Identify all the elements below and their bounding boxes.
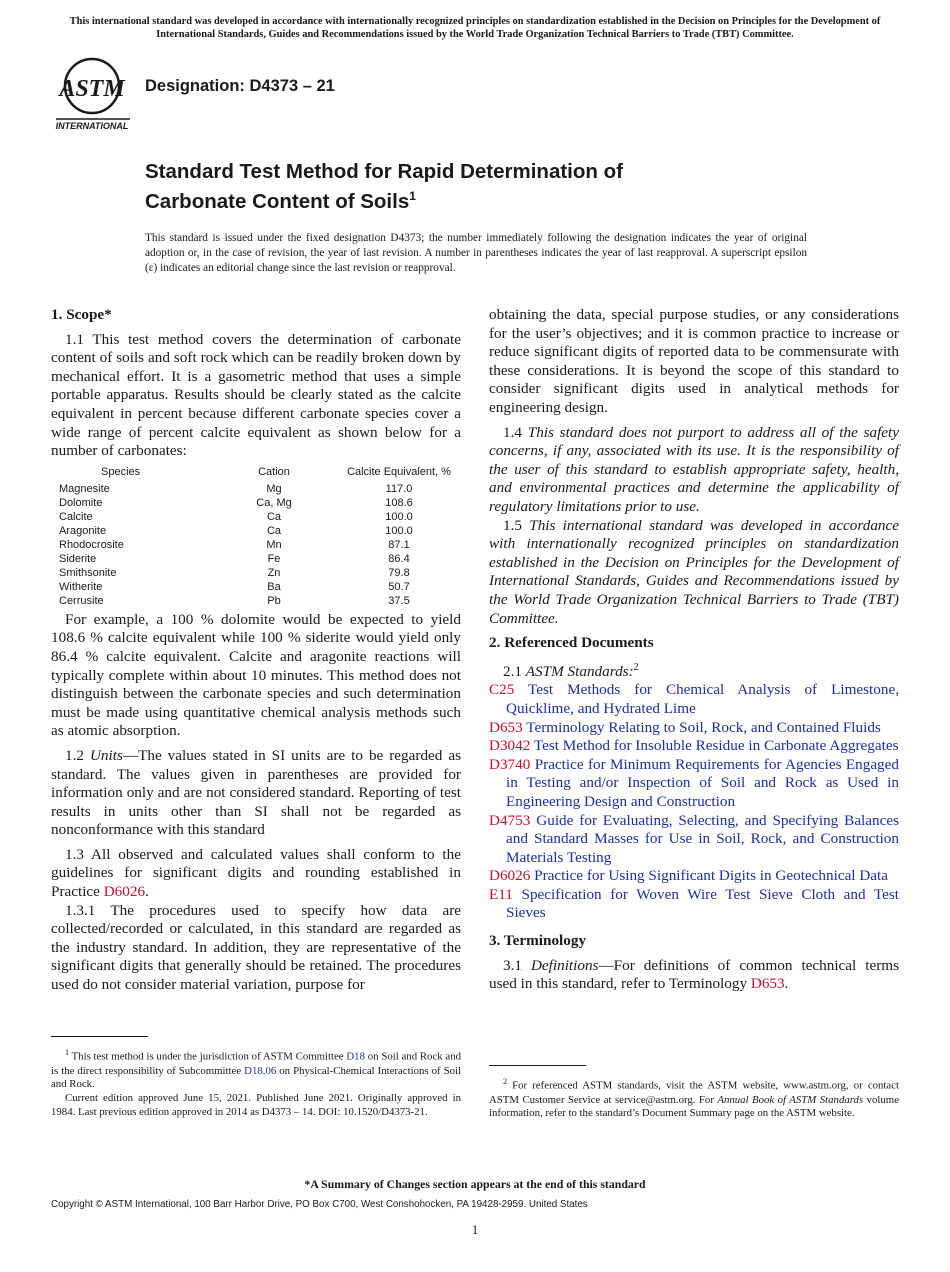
table-row [59, 594, 459, 608]
table-row [59, 538, 459, 552]
table-cell: Ba [267, 580, 281, 593]
ref-title[interactable]: Guide for Evaluating, Selecting, and Specifying Balances and Standard Masses for Use in Soil, Rock, and Construction Materials Testing [506, 811, 900, 866]
table-cell: Cerrusite [59, 594, 104, 607]
top-notice: This international standard was developed in accordance with internationally recognized principles on standardization established in the Decision on Principles for the Development of International Standards, Guides and Recommendations issued by the World Trade Organization Technical Barriers to Trade (TBT) Committee. [69, 16, 881, 40]
footnote-2-para [489, 1075, 899, 1121]
table-row [59, 580, 459, 594]
table-row [59, 566, 459, 580]
ref-code[interactable]: D4753 [489, 811, 531, 829]
para-1-1: 1.1 This test method covers the determination of carbonate content of soils and soft rock which can be readily broken down by mechanical effort. It is a gasometric method that uses a simple portable apparatus. Results should be clearly stated as the calcite equivalent in percent because different carbonate species cover a wide range of percent calcite equivalent as shown below for a number of carbonates: [51, 330, 461, 460]
title-line-2: Carbonate Content of Soils [145, 189, 410, 213]
table-cell: Ca, Mg [256, 496, 292, 509]
para-1-2-text: —The values stated in SI units are to be regarded as standard. The values given in parentheses are provided for information only and are not considered standard. Reporting of test results in units other than SI shall not be regarded as nonconformance with this standard [51, 746, 461, 839]
para-3-1-term: Definitions [530, 956, 599, 974]
footnote-1-para [51, 1046, 461, 1092]
table-cell: 100.0 [385, 524, 413, 537]
table-header-row [59, 465, 459, 482]
ref-item-d3042 [489, 737, 899, 756]
para-1-5 [489, 517, 899, 629]
para-1-2 [51, 747, 461, 840]
para-3-1: 3.1 Definitions—For definitions of common technical terms used in this standard, refer to Terminology D653. [489, 956, 899, 993]
link-d18[interactable]: D18 [346, 1050, 365, 1063]
ref-code[interactable]: D3740 [489, 755, 531, 773]
table-cell: 79.8 [388, 566, 410, 579]
para-1-4-text: This standard does not purport to address all of the safety concerns, if any, associated with its use. It is the responsibility of the user of this standard to establish appropriate safety, health, and environmental practices and determine the applicability of regulatory limitations prior to use. [489, 423, 899, 515]
ref-code[interactable]: C25 [489, 681, 515, 699]
para-1-3-text: 1.3 All observed and calculated values shall conform to the guidelines for significant digits and rounding established in Practice [51, 845, 461, 901]
para-2-1-label: ASTM Standards: [525, 662, 634, 680]
table-cell: Smithsonite [59, 566, 117, 579]
table-cell: Aragonite [59, 524, 107, 537]
para-1-1-cont: For example, a 100 % dolomite would be expected to yield 108.6 % calcite equivalent while 100 % siderite would yield only 86.4 % calcite equivalent. Calcite and aragonite reactions will typically complete within about 10 minutes. This method does not distinguish between the carbonate species and such determination must be made using quantitative chemical analysis methods such as atomic absorption. [51, 610, 461, 740]
table-cell: 37.5 [388, 594, 410, 607]
ref-code[interactable]: E11 [489, 885, 513, 903]
astm-logo-icon [52, 56, 134, 132]
ref-item-c25 [489, 681, 899, 718]
table-cell: 100.0 [385, 510, 413, 523]
ref-title[interactable]: Terminology Relating to Soil, Rock, and Contained Fluids [526, 718, 881, 736]
footnote-2-italic: Annual Book of ASTM Standards [717, 1093, 864, 1106]
table-row [59, 524, 459, 538]
logo-subtext: INTERNATIONAL [55, 121, 129, 131]
footnote-1-mark: 1 [65, 1048, 69, 1057]
ref-title[interactable]: Test Methods for Chemical Analysis of Limestone, Quicklime, and Hydrated Lime [506, 681, 899, 717]
footnote-2-text-a: For referenced ASTM standards, visit the ASTM website, www.astm.org, or contact ASTM Customer Service at service@astm.org. For [489, 1079, 899, 1106]
table-cell: Zn [267, 566, 281, 579]
ref-item-d653 [489, 719, 899, 738]
para-1-2-term: Units [89, 746, 123, 764]
para-2-1 [489, 659, 899, 682]
para-1-3-1-cont: obtaining the data, special purpose studies, or any considerations for the user’s objectives; and it is common practice to increase or reduce significant digits of reported data to be commensurate with these considerations. It is beyond the scope of this standard to consider significant digits used in analytical methods for engineering design. [489, 306, 899, 416]
page-number: 1 [471, 1222, 479, 1237]
ref-item-d6026 [489, 867, 899, 886]
para-2-1-mark: 2 [633, 661, 639, 673]
footnote-1-edition: Current edition approved June 15, 2021. Published June 2021. Originally approved in 1984. Last previous edition approved in 2014 as D4373 – 14. DOI: 10.1520/D4373-21. [51, 1092, 461, 1119]
title-line-1: Standard Test Method for Rapid Determination of [145, 160, 623, 183]
para-1-3: 1.3 All observed and calculated values shall conform to the guidelines for significant digits and rounding established in Practice D6026. [51, 845, 461, 901]
para-1-2-num: 1.2 [65, 746, 84, 764]
para-2-1-num: 2.1 [503, 662, 522, 680]
para-3-1-num: 3.1 [503, 956, 522, 974]
table-cell: Mn [266, 538, 282, 551]
copyright: Copyright © ASTM International, 100 Barr Harbor Drive, PO Box C700, West Conshohocken, PA 19428-2959. United States [51, 1199, 588, 1210]
ref-item-e11 [489, 886, 899, 923]
ref-code[interactable]: D6026 [489, 867, 531, 885]
para-1-3-1: 1.3.1 The procedures used to specify how data are collected/recorded or calculated, in this standard are regarded as the industry standard. In addition, they are representative of the significant digits that generally should be retained. The procedures used do not consider material variation, purpose for [51, 901, 461, 994]
table-row [59, 496, 459, 510]
link-d18-06[interactable]: D18.06 [244, 1064, 277, 1077]
para-1-5-num: 1.5 [503, 516, 522, 534]
scope-heading: 1. Scope* [51, 306, 112, 323]
ref-title[interactable]: Test Method for Insoluble Residue in Carbonate Aggregates [533, 737, 899, 755]
footnote-rule-right [489, 1065, 586, 1066]
para-1-5-text: This international standard was developed in accordance with internationally recognized principles on standardization established in the Decision on Principles for the Development of International Standards, Guides and Recommendations issued by the World Trade Organization Technical Barriers to Trade (TBT) Committee. [489, 516, 900, 627]
astm-logo [52, 56, 134, 132]
carbonates-table [59, 465, 459, 608]
footnote-1-text-c: on Physical-Chemical Interactions of Soil and Rock. [51, 1064, 461, 1091]
table-header-calcite: Calcite Equivalent, % [347, 465, 451, 478]
table-header-cation: Cation [258, 465, 290, 478]
right-column [489, 306, 899, 994]
footnote-2 [489, 1075, 899, 1121]
table-cell: Dolomite [59, 496, 103, 509]
table-cell: 108.6 [385, 496, 413, 509]
table-cell: Fe [267, 552, 281, 565]
table-cell: 50.7 [388, 580, 410, 593]
table-cell: 117.0 [385, 482, 413, 495]
table-cell: Pb [267, 594, 281, 607]
designation: Designation: D4373 – 21 [145, 77, 335, 95]
table-cell: 86.4 [388, 552, 410, 565]
para-1-4-num: 1.4 [503, 423, 522, 441]
table-cell: Witherite [59, 580, 103, 593]
referenced-heading: 2. Referenced Documents [489, 634, 654, 652]
document-title [145, 160, 623, 214]
table-cell: Ca [266, 524, 282, 537]
link-d6026[interactable]: D6026 [103, 883, 146, 901]
link-d653[interactable]: D653 [750, 975, 785, 993]
footnote-2-mark: 2 [503, 1077, 507, 1086]
footnote-2-text-b: volume information, refer to the standard’s Document Summary page on the ASTM website. [489, 1093, 899, 1120]
table-cell: 87.1 [388, 538, 410, 551]
ref-title[interactable]: Specification for Woven Wire Test Sieve Cloth and Test Sieves [506, 885, 900, 922]
table-cell: Calcite [59, 510, 93, 523]
para-3-1-text: —For definitions of common technical terms used in this standard, refer to Terminology [489, 956, 899, 993]
table-cell: Ca [266, 510, 282, 523]
table-cell: Siderite [59, 552, 97, 565]
summary-note: *A Summary of Changes section appears at the end of this standard [304, 1177, 646, 1191]
table-row [59, 482, 459, 496]
footnote-1-text-b: on Soil and Rock and is the direct responsibility of Subcommittee [51, 1050, 462, 1077]
ref-code[interactable]: D653 [489, 718, 523, 736]
table-cell: Mg [266, 482, 282, 495]
ref-item-d4753 [489, 812, 899, 868]
ref-title[interactable]: Practice for Minimum Requirements for Agencies Engaged in Testing and/or Inspection of Soil and Rock as Used in Engineering Design and Construction [506, 755, 899, 810]
footnote-1-text-a: This test method is under the jurisdiction of ASTM Committee [71, 1050, 344, 1063]
footnote-rule-left [51, 1036, 148, 1037]
table-row [59, 510, 459, 524]
footnote-1 [51, 1046, 461, 1120]
left-column [51, 306, 461, 995]
logo-text: ASTM [59, 76, 125, 102]
para-1-4 [489, 424, 899, 517]
table-header-species: Species [101, 465, 141, 478]
issue-note: This standard is issued under the fixed designation D4373; the number immediately following the designation indicates the year of original adoption or, in the case of revision, the year of last revision. A number in parentheses indicates the year of last reapproval. A superscript epsilon (ε) indicates an editorial change since the last revision or reapproval. [145, 232, 807, 274]
ref-code[interactable]: D3042 [489, 737, 531, 755]
table-cell: Rhodocrosite [59, 538, 124, 551]
ref-title[interactable]: Practice for Using Significant Digits in Geotechnical Data [534, 867, 888, 885]
table-cell: Magnesite [59, 482, 110, 495]
table-row [59, 552, 459, 566]
title-footnote-mark: 1 [409, 189, 416, 203]
terminology-heading: 3. Terminology [489, 932, 587, 950]
ref-item-d3740 [489, 756, 899, 812]
